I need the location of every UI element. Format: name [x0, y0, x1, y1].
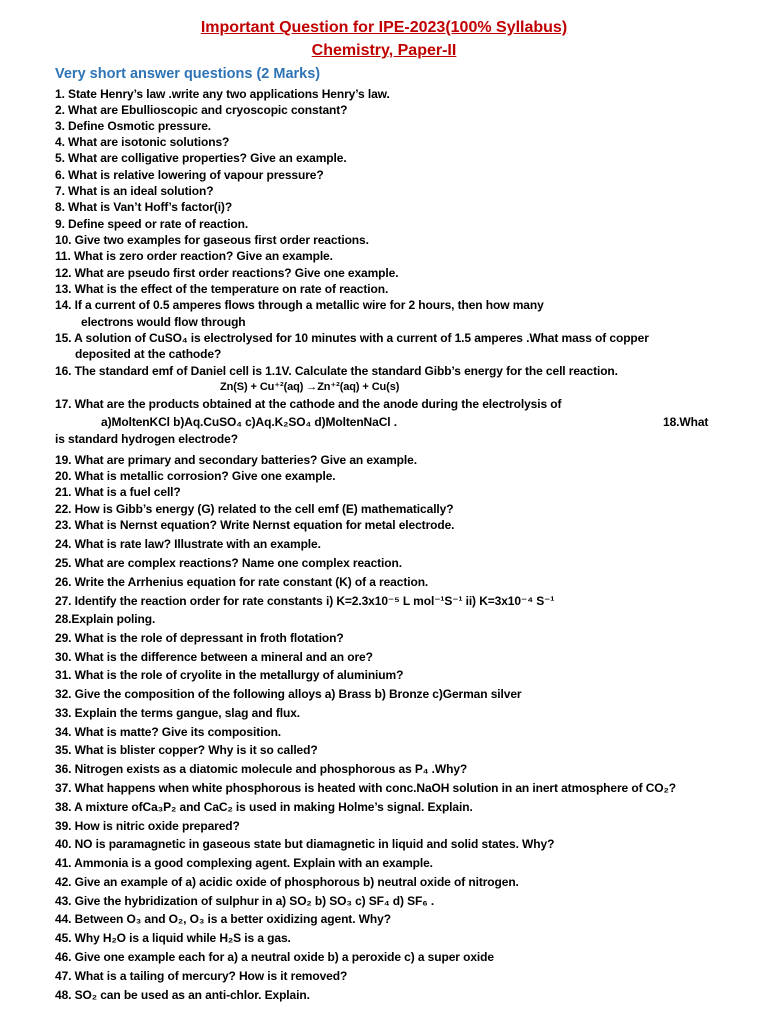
- cell-reaction-equation: Zn(S) + Cu⁺²(aq) →Zn⁺²(aq) + Cu(s): [220, 381, 400, 393]
- question-line: 6. What is relative lowering of vapour pressure?: [55, 168, 324, 182]
- question-line: 17. What are the products obtained at the cathode and the anode during the electrolysis of: [55, 397, 562, 411]
- question-line: 14. If a current of 0.5 amperes flows through a metallic wire for 2 hours, then how many: [55, 298, 544, 312]
- question-line: 2. What are Ebullioscopic and cryoscopic constant?: [55, 103, 348, 117]
- question-line: 31. What is the role of cryolite in the metallurgy of aluminium?: [55, 668, 404, 682]
- question-line: 42. Give an example of a) acidic oxide of phosphorous b) neutral oxide of nitrogen.: [55, 875, 519, 889]
- question-line: 33. Explain the terms gangue, slag and flux.: [55, 706, 300, 720]
- question-line: 20. What is metallic corrosion? Give one example.: [55, 469, 336, 483]
- question-line: 38. A mixture ofCa₃P₂ and CaC₂ is used in making Holme’s signal. Explain.: [55, 800, 473, 814]
- question-line: 12. What are pseudo first order reactions? Give one example.: [55, 266, 399, 280]
- question-line: 8. What is Van’t Hoff’s factor(i)?: [55, 200, 233, 214]
- question-line: 45. Why H₂O is a liquid while H₂S is a gas.: [55, 931, 291, 945]
- question-continuation: deposited at the cathode?: [75, 347, 222, 361]
- question-line: 27. Identify the reaction order for rate constants i) K=2.3x10⁻⁵ L mol⁻¹S⁻¹ ii) K=3x10⁻⁴ S⁻¹: [55, 594, 555, 608]
- question-continuation: a)MoltenKCl b)Aq.CuSO₄ c)Aq.K₂SO₄ d)MoltenNaCl .: [101, 415, 397, 429]
- question-line: 37. What happens when white phosphorous is heated with conc.NaOH solution in an inert atmosphere of CO₂?: [55, 781, 676, 795]
- question-line: 10. Give two examples for gaseous first order reactions.: [55, 233, 369, 247]
- question-line: 39. How is nitric oxide prepared?: [55, 819, 240, 833]
- section-heading: Very short answer questions (2 Marks): [55, 66, 321, 82]
- question-line: 29. What is the role of depressant in froth flotation?: [55, 631, 344, 645]
- question-line: 35. What is blister copper? Why is it so called?: [55, 743, 318, 757]
- question-continuation: is standard hydrogen electrode?: [55, 432, 238, 446]
- document-title: Important Question for IPE-2023(100% Syllabus): [200, 19, 568, 36]
- question-line: 32. Give the composition of the following alloys a) Brass b) Bronze c)German silver: [55, 687, 522, 701]
- question-line: 25. What are complex reactions? Name one complex reaction.: [55, 556, 402, 570]
- question-line: 23. What is Nernst equation? Write Nernst equation for metal electrode.: [55, 518, 455, 532]
- question-line: 4. What are isotonic solutions?: [55, 135, 230, 149]
- question-continuation: electrons would flow through: [81, 315, 246, 329]
- question-line: 30. What is the difference between a mineral and an ore?: [55, 650, 373, 664]
- question-line: 5. What are colligative properties? Give an example.: [55, 151, 347, 165]
- question-line: 21. What is a fuel cell?: [55, 485, 181, 499]
- question-line: 47. What is a tailing of mercury? How is it removed?: [55, 969, 348, 983]
- question-line: 36. Nitrogen exists as a diatomic molecule and phosphorous as P₄ .Why?: [55, 762, 468, 776]
- question-line: 28.Explain poling.: [55, 612, 156, 626]
- question-line: 22. How is Gibb’s energy (G) related to the cell emf (E) mathematically?: [55, 502, 454, 516]
- question-line: 15. A solution of CuSO₄ is electrolysed for 10 minutes with a current of 1.5 amperes .What mass of copper: [55, 331, 649, 345]
- question-line: 1. State Henry’s law .write any two applications Henry’s law.: [55, 87, 390, 101]
- question-line: 16. The standard emf of Daniel cell is 1.1V. Calculate the standard Gibb’s energy for the cell reaction.: [55, 364, 618, 378]
- question-line: 3. Define Osmotic pressure.: [55, 119, 212, 133]
- question-line: 7. What is an ideal solution?: [55, 184, 214, 198]
- question-line: 48. SO₂ can be used as an anti-chlor. Explain.: [55, 988, 310, 1002]
- question-line: 40. NO is paramagnetic in gaseous state but diamagnetic in liquid and solid states. Why?: [55, 837, 555, 851]
- question-line: 41. Ammonia is a good complexing agent. Explain with an example.: [55, 856, 433, 870]
- question-line: 18.What: [663, 415, 709, 429]
- question-line: 11. What is zero order reaction? Give an example.: [55, 249, 333, 263]
- document-subtitle: Chemistry, Paper-II: [311, 42, 457, 59]
- question-line: 9. Define speed or rate of reaction.: [55, 217, 249, 231]
- question-line: 13. What is the effect of the temperature on rate of reaction.: [55, 282, 389, 296]
- question-line: 46. Give one example each for a) a neutral oxide b) a peroxide c) a super oxide: [55, 950, 494, 964]
- question-line: 44. Between O₃ and O₂, O₃ is a better oxidizing agent. Why?: [55, 912, 391, 926]
- question-line: 24. What is rate law? Illustrate with an example.: [55, 537, 321, 551]
- question-line: 34. What is matte? Give its composition.: [55, 725, 282, 739]
- question-line: 43. Give the hybridization of sulphur in a) SO₂ b) SO₃ c) SF₄ d) SF₆ .: [55, 894, 435, 908]
- question-line: 19. What are primary and secondary batteries? Give an example.: [55, 453, 417, 467]
- question-line: 26. Write the Arrhenius equation for rate constant (K) of a reaction.: [55, 575, 429, 589]
